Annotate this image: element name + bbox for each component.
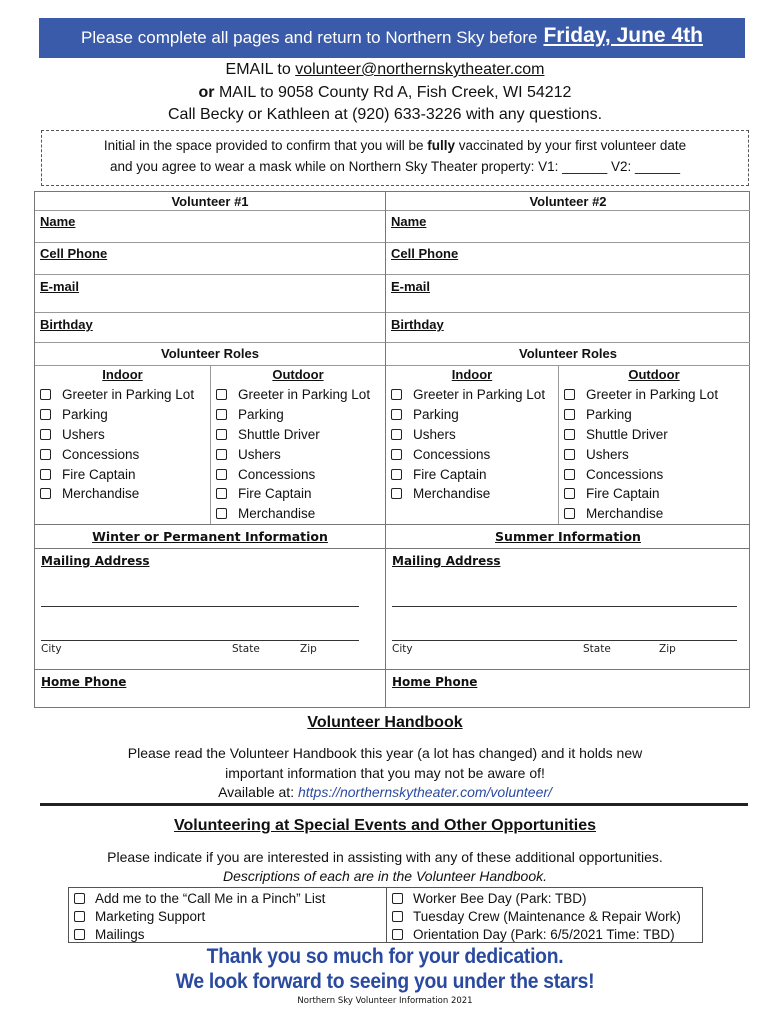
- checkbox[interactable]: [40, 409, 51, 420]
- vax-text-b: vaccinated by your first volunteer date: [455, 138, 687, 153]
- role-label: Shuttle Driver: [238, 426, 320, 442]
- checkbox[interactable]: [74, 893, 85, 904]
- volunteer-2-city-line[interactable]: [392, 640, 737, 641]
- volunteer-2-name-field[interactable]: [386, 210, 750, 242]
- volunteer-1-title: Volunteer #1: [171, 194, 249, 209]
- volunteer-1-mailing-label: Mailing Address: [41, 554, 150, 568]
- opportunity-label: Tuesday Crew (Maintenance & Repair Work): [413, 908, 681, 924]
- opportunity-label: Add me to the “Call Me in a Pinch” List: [95, 890, 326, 906]
- email-line: [0, 61, 770, 79]
- volunteer-2-info-title: [386, 524, 750, 549]
- role-option[interactable]: [216, 504, 370, 524]
- checkbox[interactable]: [216, 449, 227, 460]
- volunteer-1-address-line[interactable]: [41, 606, 359, 607]
- volunteer-2-title: Volunteer #2: [529, 194, 607, 209]
- volunteer-2-state-label: State: [583, 643, 611, 655]
- checkbox[interactable]: [391, 449, 402, 460]
- role-label: Concessions: [413, 446, 491, 462]
- vax-fully: fully: [427, 138, 456, 153]
- role-option[interactable]: [391, 425, 545, 445]
- role-label: Concessions: [238, 466, 316, 482]
- checkbox[interactable]: [216, 389, 227, 400]
- checkbox[interactable]: [564, 429, 575, 440]
- volunteer-2-cell-field[interactable]: [386, 242, 750, 274]
- volunteer-2-indoor-list: [391, 385, 545, 504]
- checkbox[interactable]: [564, 508, 575, 519]
- opportunity-label: Marketing Support: [95, 908, 206, 924]
- checkbox[interactable]: [391, 469, 402, 480]
- checkbox[interactable]: [40, 469, 51, 480]
- thanks-line-2: We look forward to seeing you under the stars!: [175, 970, 595, 993]
- volunteer-1-zip-label: Zip: [300, 643, 317, 655]
- checkbox[interactable]: [74, 929, 85, 940]
- checkbox[interactable]: [392, 893, 403, 904]
- role-label: Parking: [413, 407, 459, 423]
- checkbox[interactable]: [40, 449, 51, 460]
- volunteer-2-outdoor-header: Outdoor: [628, 367, 680, 382]
- role-option[interactable]: [391, 464, 545, 484]
- role-label: Concessions: [586, 466, 664, 482]
- volunteer-1-column: [35, 192, 386, 707]
- role-option[interactable]: [216, 405, 370, 425]
- volunteer-1-info-title: [35, 524, 385, 549]
- opportunity-option[interactable]: [69, 889, 386, 907]
- role-option[interactable]: [391, 484, 545, 504]
- vaccination-line-1: [42, 135, 748, 156]
- call-line: Call Becky or Kathleen at (920) 633-3226 with any questions.: [167, 106, 603, 123]
- role-option[interactable]: [564, 444, 718, 464]
- volunteer-1-indoor-list: [40, 385, 194, 504]
- opportunity-option[interactable]: [387, 889, 703, 907]
- opportunity-label: Mailings: [95, 926, 145, 942]
- volunteer-1-email-field[interactable]: [35, 274, 385, 312]
- opportunities-left: [69, 888, 386, 942]
- volunteer-2-address-line[interactable]: [392, 606, 737, 607]
- vaccination-line-2[interactable]: and you agree to wear a mask while on Northern Sky Theater property: V1: ______ V2: ______: [109, 159, 681, 174]
- volunteer-1-home-phone-field[interactable]: [35, 669, 385, 709]
- volunteer-1-roles-divider: [210, 366, 211, 524]
- role-label: Parking: [62, 407, 108, 423]
- role-option[interactable]: [564, 464, 718, 484]
- role-label: Merchandise: [238, 506, 316, 522]
- volunteer-1-birthday-field[interactable]: [35, 312, 385, 342]
- volunteer-1-roles-title: Volunteer Roles: [35, 342, 385, 366]
- role-label: Merchandise: [413, 486, 491, 502]
- deadline-banner: [39, 18, 745, 58]
- role-label: Parking: [586, 407, 632, 423]
- role-label: Greeter in Parking Lot: [413, 387, 546, 403]
- role-option[interactable]: [40, 405, 194, 425]
- opportunity-option[interactable]: [69, 925, 386, 943]
- role-label: Fire Captain: [413, 466, 487, 482]
- footer-text: Northern Sky Volunteer Information 2021: [297, 996, 473, 1006]
- opportunities-right: [386, 888, 703, 942]
- role-label: Ushers: [62, 426, 105, 442]
- volunteer-1-state-label: State: [232, 643, 260, 655]
- name-label: Name: [40, 214, 76, 229]
- birthday-label: Birthday: [391, 317, 444, 332]
- role-label: Ushers: [238, 446, 281, 462]
- special-events-title: Volunteering at Special Events and Other Opportunities: [174, 817, 596, 834]
- volunteer-2-city-label: City: [392, 643, 413, 655]
- opportunity-option[interactable]: [387, 925, 703, 943]
- thanks-line-1: Thank you so much for your dedication.: [206, 945, 564, 968]
- deadline-date: Friday, June 4th: [543, 24, 703, 47]
- role-option[interactable]: [216, 464, 370, 484]
- role-option[interactable]: [40, 464, 194, 484]
- special-line-2: Descriptions of each are in the Volunteer Handbook.: [222, 868, 547, 884]
- role-label: Fire Captain: [238, 486, 312, 502]
- email-label: E-mail: [391, 279, 431, 294]
- checkbox[interactable]: [391, 409, 402, 420]
- role-option[interactable]: [216, 385, 370, 405]
- handbook-title: Volunteer Handbook: [307, 714, 463, 731]
- handbook-link[interactable]: https://northernskytheater.com/volunteer/: [297, 784, 552, 800]
- mail-address: MAIL to 9058 County Rd A, Fish Creek, WI 54212: [214, 84, 572, 101]
- volunteer-2-birthday-field[interactable]: [386, 312, 750, 342]
- checkbox[interactable]: [216, 488, 227, 499]
- role-option[interactable]: [216, 425, 370, 445]
- email-label: E-mail: [40, 279, 80, 294]
- handbook-line-2: important information that you may not be aware of!: [225, 765, 545, 781]
- home-phone-label: Home Phone: [41, 675, 127, 689]
- opportunity-option[interactable]: [69, 907, 386, 925]
- volunteer-2-outdoor-list: [564, 385, 718, 524]
- volunteer-info-table: [34, 191, 750, 708]
- volunteer-2-email-field[interactable]: [386, 274, 750, 312]
- role-label: Ushers: [413, 426, 456, 442]
- volunteer-1-outdoor-header: Outdoor: [272, 367, 324, 382]
- volunteer-2-zip-label: Zip: [659, 643, 676, 655]
- info-title-text: Summer Information: [495, 529, 641, 544]
- info-title-text: Winter or Permanent Information: [92, 529, 328, 544]
- opportunity-label: Worker Bee Day (Park: TBD): [413, 890, 587, 906]
- email-prefix: EMAIL to: [225, 61, 296, 78]
- volunteer-1-city-line[interactable]: [41, 640, 359, 641]
- section-rule: [40, 803, 748, 806]
- vaccination-notice: [41, 130, 749, 186]
- volunteer-2-column: [386, 192, 750, 707]
- email-link[interactable]: volunteer@northernskytheater.com: [295, 61, 545, 78]
- volunteer-1-cell-field[interactable]: [35, 242, 385, 274]
- checkbox[interactable]: [40, 389, 51, 400]
- role-label: Fire Captain: [586, 486, 660, 502]
- handbook-line-1: Please read the Volunteer Handbook this year (a lot has changed) and it holds new: [127, 745, 643, 761]
- cell-label: Cell Phone: [391, 246, 459, 261]
- role-option[interactable]: [40, 484, 194, 504]
- opportunity-label: Orientation Day (Park: 6/5/2021 Time: TBD): [413, 926, 675, 942]
- volunteer-1-outdoor-list: [216, 385, 370, 524]
- checkbox[interactable]: [216, 469, 227, 480]
- volunteer-2-mailing-label: Mailing Address: [392, 554, 501, 568]
- vax-text-a: Initial in the space provided to confirm that you will be: [103, 138, 428, 153]
- checkbox[interactable]: [564, 409, 575, 420]
- checkbox[interactable]: [216, 508, 227, 519]
- checkbox[interactable]: [392, 929, 403, 940]
- role-option[interactable]: [40, 385, 194, 405]
- volunteer-2-indoor-header: Indoor: [451, 367, 493, 382]
- checkbox[interactable]: [74, 911, 85, 922]
- volunteer-1-indoor-header: Indoor: [102, 367, 143, 382]
- volunteer-1-city-label: City: [41, 643, 62, 655]
- role-option[interactable]: [564, 405, 718, 425]
- checkbox[interactable]: [392, 911, 403, 922]
- role-option[interactable]: [564, 385, 718, 405]
- role-label: Greeter in Parking Lot: [586, 387, 719, 403]
- checkbox[interactable]: [391, 389, 402, 400]
- checkbox[interactable]: [564, 488, 575, 499]
- role-label: Ushers: [586, 446, 629, 462]
- role-label: Merchandise: [586, 506, 664, 522]
- role-option[interactable]: [216, 444, 370, 464]
- checkbox[interactable]: [564, 449, 575, 460]
- volunteer-1-name-field[interactable]: [35, 210, 385, 242]
- birthday-label: Birthday: [40, 317, 93, 332]
- role-option[interactable]: [564, 484, 718, 504]
- role-option[interactable]: [391, 385, 545, 405]
- role-option[interactable]: [564, 504, 718, 524]
- special-line-1: Please indicate if you are interested in assisting with any of these additional opportunities.: [107, 849, 663, 865]
- checkbox[interactable]: [564, 469, 575, 480]
- cell-label: Cell Phone: [40, 246, 108, 261]
- checkbox[interactable]: [391, 488, 402, 499]
- role-option[interactable]: [216, 484, 370, 504]
- name-label: Name: [391, 214, 427, 229]
- role-option[interactable]: [391, 444, 545, 464]
- volunteer-2-roles-divider: [558, 366, 559, 524]
- role-label: Greeter in Parking Lot: [238, 387, 371, 403]
- role-label: Parking: [238, 407, 284, 423]
- home-phone-label: Home Phone: [392, 675, 478, 689]
- role-option[interactable]: [40, 425, 194, 445]
- mail-or: or: [198, 84, 215, 101]
- mail-line: [0, 84, 770, 102]
- available-label: Available at:: [218, 784, 298, 800]
- role-label: Merchandise: [62, 486, 140, 502]
- checkbox[interactable]: [40, 488, 51, 499]
- opportunity-option[interactable]: [387, 907, 703, 925]
- opportunities-table: [68, 887, 703, 943]
- checkbox[interactable]: [40, 429, 51, 440]
- role-option[interactable]: [391, 405, 545, 425]
- checkbox[interactable]: [216, 409, 227, 420]
- checkbox[interactable]: [391, 429, 402, 440]
- role-label: Greeter in Parking Lot: [62, 387, 195, 403]
- role-label: Shuttle Driver: [586, 426, 668, 442]
- banner-text: Please complete all pages and return to Northern Sky before: [81, 28, 538, 47]
- role-option[interactable]: [40, 444, 194, 464]
- role-label: Concessions: [62, 446, 140, 462]
- role-option[interactable]: [564, 425, 718, 445]
- checkbox[interactable]: [564, 389, 575, 400]
- handbook-available: [0, 783, 770, 803]
- volunteer-2-home-phone-field[interactable]: [386, 669, 750, 709]
- checkbox[interactable]: [216, 429, 227, 440]
- volunteer-2-roles-title: Volunteer Roles: [386, 342, 750, 366]
- role-label: Fire Captain: [62, 466, 136, 482]
